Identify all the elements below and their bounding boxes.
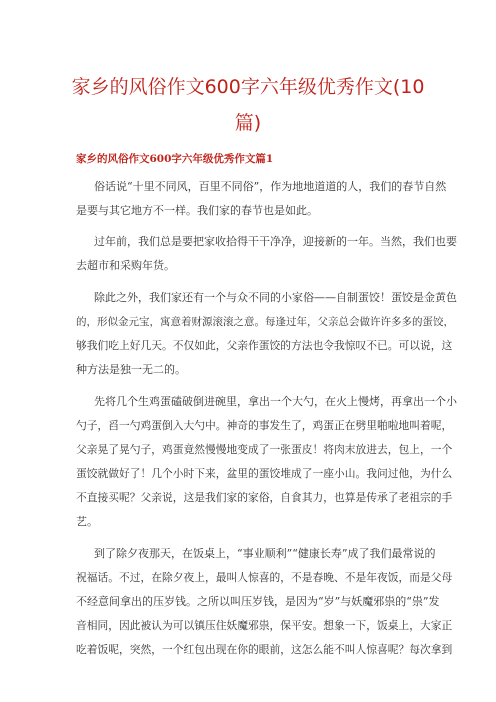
section-heading: 家乡的风俗作文600字六年级优秀作文篇1 bbox=[76, 153, 274, 165]
paragraph-4-line-4: 蛋饺就做好了！几个小时下来，盆里的蛋饺堆成了一座小山。我问过他，为什么 bbox=[76, 467, 453, 480]
document-title-line-2: 篇) bbox=[234, 112, 262, 134]
paragraph-5-line-1: 到了除夕夜那天，在饭桌上，“事业顺利”“健康长寿”成了我们最常说的 bbox=[94, 547, 436, 560]
paragraph-5-line-4: 音相同，因此被认为可以镇压住妖魔邪祟，保平安。想象一下，饭桌上，大家正 bbox=[76, 619, 453, 632]
paragraph-2-line-1: 过年前，我们总是要把家收拾得干干净净，迎接新的一年。当然，我们也要 bbox=[94, 235, 457, 248]
paragraph-4-line-6: 艺。 bbox=[76, 515, 98, 528]
paragraph-4-line-3: 父亲晃了晃勺子，鸡蛋竟然慢慢地变成了一张蛋皮！将肉末放进去，包上，一个 bbox=[76, 443, 453, 456]
paragraph-5-line-2: 祝福话。不过，在除夕夜上，最叫人惊喜的，不是春晚、不是年夜饭，而是父母 bbox=[76, 571, 453, 584]
paragraph-4-line-2: 勺子，舀一勺鸡蛋倒入大勺中。神奇的事发生了，鸡蛋正在劈里啪啦地叫着呢， bbox=[76, 419, 453, 432]
paragraph-3-line-4: 种方法是独一无二的。 bbox=[76, 363, 186, 376]
paragraph-3-line-2: 的，形似金元宝，寓意着财源滚滚之意。每逢过年，父亲总会做许许多多的蛋饺， bbox=[76, 316, 454, 328]
paragraph-3-line-3: 够我们吃上好几天。不仅如此，父亲作蛋饺的方法也令我惊叹不已。可以说，这 bbox=[76, 339, 453, 352]
paragraph-5-line-3: 不经意间拿出的压岁钱。之所以叫压岁钱，是因为“岁”与妖魔邪祟的“祟”发 bbox=[76, 595, 440, 608]
paragraph-4-line-5: 不直接买呢？父亲说，这是我们家的家俗，自食其力，也算是传承了老祖宗的手 bbox=[76, 491, 453, 504]
document-title-line-1: 家乡的风俗作文600字六年级优秀作文(10 bbox=[71, 76, 425, 98]
paragraph-1-line-2: 是要与其它地方不一样。我们家的春节也是如此。 bbox=[76, 204, 318, 217]
paragraph-4-line-1: 先将几个生鸡蛋磕破倒进碗里，拿出一个大勺，在火上慢烤，再拿出一个小 bbox=[94, 395, 457, 408]
paragraph-2-line-2: 去超市和采购年货。 bbox=[76, 259, 175, 272]
paragraph-3-line-1: 除此之外，我们家还有一个与众不同的小家俗——自制蛋饺！蛋饺是金黄色 bbox=[94, 291, 457, 304]
paragraph-1-line-1: 俗话说“十里不同风，百里不同俗”，作为地地道道的人，我们的春节自然 bbox=[94, 180, 447, 193]
paragraph-5-line-5: 吃着饭呢，突然，一个红包出现在你的眼前，这怎么能不叫人惊喜呢？每次拿到 bbox=[76, 643, 453, 656]
